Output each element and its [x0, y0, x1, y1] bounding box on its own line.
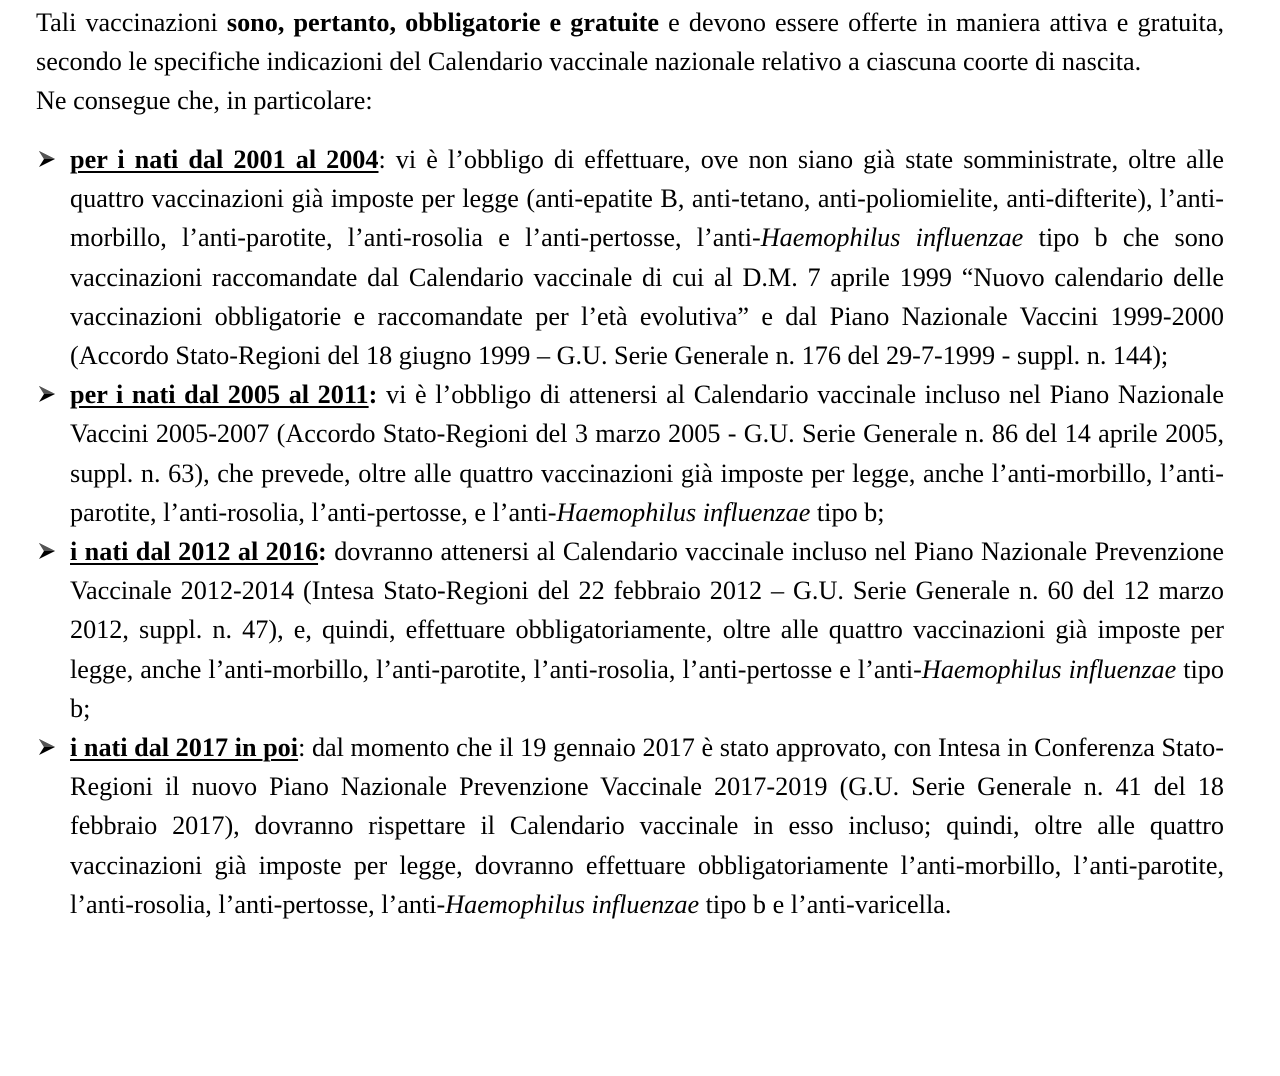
- cohort-heading: per i nati dal 2001 al 2004: [70, 145, 379, 174]
- cohort-heading: per i nati dal 2005 al 2011: [70, 380, 369, 410]
- intro-lead-in: Ne consegue che, in particolare:: [36, 86, 373, 116]
- italic-term: Haemophilus influenzae: [445, 889, 700, 919]
- italic-term: Haemophilus influenzae: [556, 497, 811, 527]
- cohort-list: [36, 140, 1224, 924]
- italic-term: Haemophilus influenzae: [921, 654, 1177, 684]
- cohort-heading: i nati dal 2012 al 2016: [70, 537, 319, 567]
- list-item-2005-2011: per i nati dal 2005 al 2011: vi è l’obbligo di attenersi al Calendario vaccinale incluso nel Piano Nazionale Vaccini 2005-2007 (Accordo Stato-Regioni del 3 marzo 2005 - G.U. Serie Generale n. 86 del 14 aprile 2005, suppl. n. 63), che prevede, oltre alle quattro vaccinazioni già imposte per legge, anche l’anti-morbillo, l’anti-parotite, l’anti-rosolia, l’anti-pertosse, e l’anti-Haemophilus influenzae tipo b;: [36, 375, 1224, 532]
- bold-emphasis: sono, pertanto, obbligatorie e gratuite: [226, 8, 660, 37]
- arrowhead-bullet-icon: [36, 532, 58, 571]
- intro-paragraph: [36, 3, 1224, 121]
- list-item-2001-2004: per i nati dal 2001 al 2004: vi è l’obbligo di effettuare, ove non siano già state somministrate, oltre alle quattro vaccinazioni già imposte per legge (anti-epatite B, anti-tetano, anti-poliomielite, anti-difterite), l’anti-morbillo, l’anti-parotite, l’anti-rosolia e l’anti-pertosse, l’anti-Haemophilus influenzae tipo b che sono vaccinazioni raccomandate dal Calendario vaccinale di cui al D.M. 7 aprile 1999 “Nuovo calendario delle vaccinazioni obbligatorie e raccomandate per l’età evolutiva” e dal Piano Nazionale Vaccini 1999-2000 (Accordo Stato-Regioni del 18 giugno 1999 – G.U. Serie Generale n. 176 del 29-7-1999 - suppl. n. 144);: [36, 140, 1224, 375]
- italic-term: Haemophilus influenzae: [760, 223, 1024, 253]
- arrowhead-bullet-icon: [36, 728, 58, 767]
- list-item-2012-2016: i nati dal 2012 al 2016: dovranno attenersi al Calendario vaccinale incluso nel Piano Nazionale Prevenzione Vaccinale 2012-2014 (Intesa Stato-Regioni del 22 febbraio 2012 – G.U. Serie Generale n. 60 del 12 marzo 2012, suppl. n. 47), e, quindi, effettuare obbligatoriamente, oltre alle quattro vaccinazioni già imposte per legge, anche l’anti-morbillo, l’anti-parotite, l’anti-rosolia, l’anti-pertosse e l’anti-Haemophilus influenzae tipo b;: [36, 532, 1224, 728]
- list-item-2017-onward: i nati dal 2017 in poi: dal momento che il 19 gennaio 2017 è stato approvato, con Intesa in Conferenza Stato-Regioni il nuovo Piano Nazionale Prevenzione Vaccinale 2017-2019 (G.U. Serie Generale n. 41 del 18 febbraio 2017), dovranno rispettare il Calendario vaccinale in esso incluso; quindi, oltre alle quattro vaccinazioni già imposte per legge, dovranno effettuare obbligatoriamente l’anti-morbillo, l’anti-parotite, l’anti-rosolia, l’anti-pertosse, l’anti-Haemophilus influenzae tipo b e l’anti-varicella.: [36, 728, 1224, 924]
- arrowhead-bullet-icon: [36, 140, 58, 179]
- intro-text: Tali vaccinazioni sono, pertanto, obbligatorie e gratuite e devono essere offerte in maniera attiva e gratuita, secondo le specifiche indicazioni del Calendario vaccinale nazionale relativo a ciascuna coorte di nascita.: [36, 8, 1225, 77]
- cohort-heading: i nati dal 2017 in poi: [70, 733, 299, 763]
- arrowhead-bullet-icon: [36, 375, 58, 414]
